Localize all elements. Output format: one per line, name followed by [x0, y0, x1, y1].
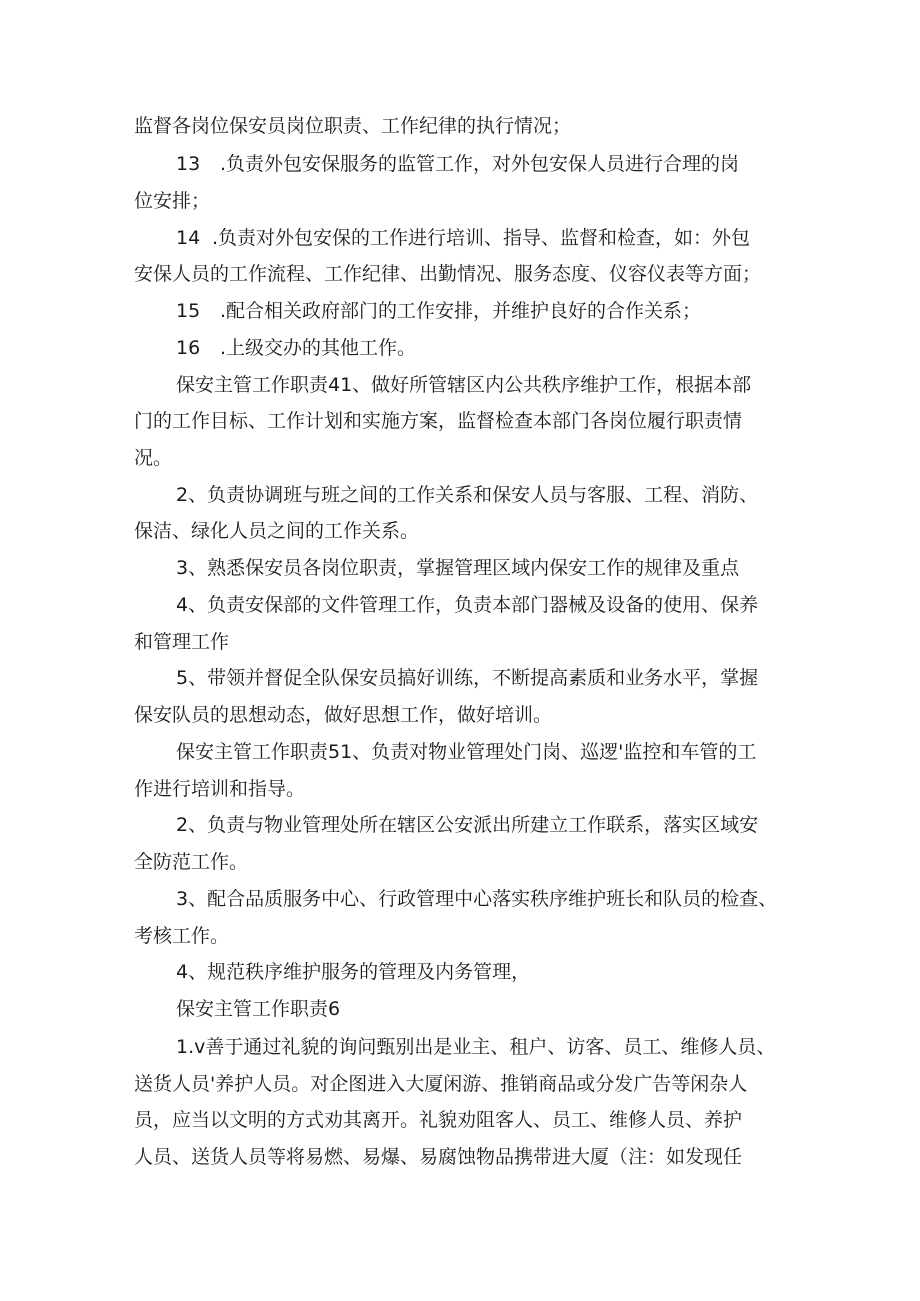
text-line — [176, 336, 416, 360]
text-line: 人员、送货人员等将易燃、易爆、易腐蚀物品携带进大厦（注：如发现任 — [134, 1146, 743, 1168]
text-line: 3、配合品质服务中心、行政管理中心落实秩序维护班长和队员的检查、 — [176, 888, 778, 910]
text-line: 监督各岗位保安员岗位职责、工作纪律的执行情况； — [134, 115, 572, 137]
text-line: 3、熟悉保安员各岗位职责，掌握管理区域内保安工作的规律及重点 — [176, 557, 740, 579]
text-line: 保安队员的思想动态，做好思想工作，做好培训。 — [134, 704, 553, 726]
text-line: 和管理工作 — [134, 631, 230, 653]
text-line: 1.v善于通过礼貌的询问甄别出是业主、租户、访客、员工、维修人员、 — [176, 1036, 776, 1058]
text-line: 2、负责协调班与班之间的工作关系和保安人员与客服、工程、消防、 — [176, 484, 759, 506]
text-line: 位安排； — [134, 190, 211, 212]
text-line: 门的工作目标、工作计划和实施方案，监督检查本部门各岗位履行职责情 — [134, 410, 743, 432]
text-line: 保洁、绿化人员之间的工作关系。 — [134, 520, 420, 542]
text-line: 安保人员的工作流程、工作纪律、出勤情况、服务态度、仪容仪表等方面； — [134, 263, 762, 285]
text-line: 作进行培训和指导。 — [134, 778, 306, 800]
item-number: 14 — [176, 227, 201, 249]
text-line: 4、负责安保部的文件管理工作，负责本部门器械及设备的使用、保养 — [176, 594, 759, 616]
text-line: 送货人员'养护人员。对企图进入大厦闲游、推销商品或分发广告等闲杂人 — [134, 1073, 748, 1095]
text-line: 4、规范秩序维护服务的管理及内务管理， — [176, 961, 531, 983]
item-number: 13 — [176, 153, 201, 175]
item-number: 15 — [176, 300, 201, 322]
text-line: 员，应当以文明的方式劝其离开。礼貌劝阻客人、员工、维修人员、养护 — [134, 1109, 743, 1131]
text-line: 况。 — [134, 447, 173, 469]
section-heading-line: 保安主管工作职责41、做好所管辖区内公共秩序维护工作，根据本部 — [176, 374, 752, 396]
item-text: .上级交办的其他工作。 — [220, 337, 417, 359]
text-line: 全防范工作。 — [134, 851, 249, 873]
text-line — [176, 299, 701, 323]
section-heading-line: 保安主管工作职责51、负责对物业管理处门岗、巡逻'监控和车管的工 — [176, 741, 757, 763]
item-text: .负责对外包安保的工作进行培训、指导、监督和检查，如：外包 — [212, 227, 751, 249]
text-line — [176, 226, 750, 250]
item-text: .配合相关政府部门的工作安排，并维护良好的合作关系； — [220, 300, 702, 322]
section-heading-line: 保安主管工作职责6 — [176, 998, 341, 1020]
text-line: 5、带领并督促全队保安员搞好训练，不断提高素质和业务水平，掌握 — [176, 667, 759, 689]
item-text: .负责外包安保服务的监管工作，对外包安保人员进行合理的岗 — [220, 153, 740, 175]
text-line: 2、负责与物业管理处所在辖区公安派出所建立工作联系，落实区域安 — [176, 814, 759, 836]
text-line — [176, 152, 739, 176]
item-number: 16 — [176, 337, 201, 359]
text-line: 考核工作。 — [134, 925, 230, 947]
